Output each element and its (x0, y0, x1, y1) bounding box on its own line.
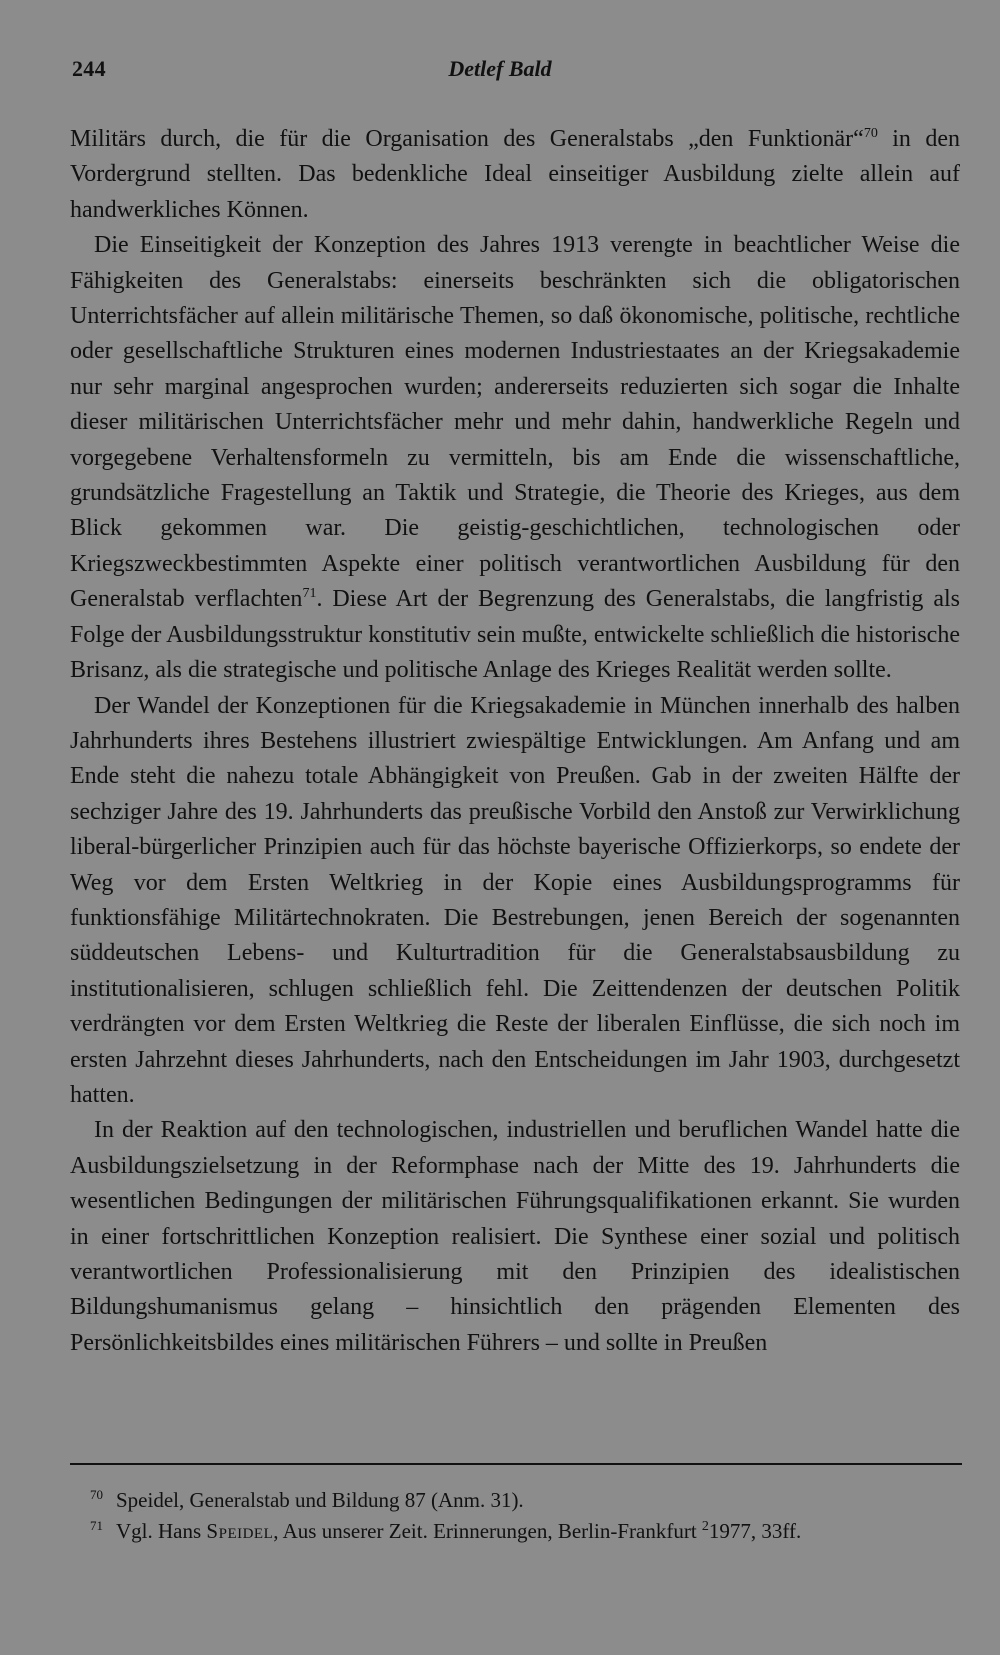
footnote-text: Speidel, Generalstab und Bildung 87 (Anm. 31). (116, 1488, 524, 1512)
footnote-ref-70: 70 (863, 126, 878, 141)
footnote-text-suffix: 1977, 33ff. (708, 1519, 802, 1543)
footnote-text-middle: , Aus unserer Zeit. Erinnerungen, Berlin-Frankfurt (273, 1519, 702, 1543)
paragraph-2 (70, 228, 960, 688)
paragraph-1 (70, 122, 960, 228)
footnote-author: Speidel (206, 1519, 274, 1543)
body-text (70, 122, 960, 1361)
page-number: 244 (72, 56, 106, 81)
footnote-70: 70 Speidel, Generalstab und Bildung 87 (Anm. 31). (90, 1487, 524, 1512)
footnote-71: 71 Vgl. Hans Speidel, Aus unserer Zeit. Erinnerungen, Berlin-Frankfurt $^2$1977, 33ff. (90, 1518, 802, 1543)
paragraph-2-text-b: . Diese Art der Begrenzung des Generalstabs, die langfristig als Folge der Ausbildungsstruktur konstitutiv sein mußte, entwickelte schließlich die historische Brisanz, als die strategische und politische Anlage des Krieges Realität werden sollte. (70, 586, 960, 684)
paragraph-4: In der Reaktion auf den technologischen, industriellen und beruflichen Wandel hatte die Ausbildungszielsetzung in der Reformphase nach der Mitte des 19. Jahrhunderts die wesentlichen Bedingungen der militärischen Führungsqualifikationen erkannt. Sie wurden in einer fortschrittlichen Konzeption realisiert. Die Synthese einer sozial und politisch verantwortlichen Professionalisierung mit den Prinzipien des idealistischen Bildungshumanismus gelang – hinsichtlich den prägenden Elementen des Persönlichkeitsbildes eines militärischen Führers – und sollte in Preußen (70, 1117, 960, 1356)
paragraph-1-text-b: in den Vordergrund stellten. Das bedenkliche Ideal einseitiger Ausbildung zielte allein auf handwerkliches Können. (70, 126, 960, 223)
footnote-edition: 2 (701, 1519, 709, 1534)
paragraph-3: Der Wandel der Konzeptionen für die Kriegsakademie in München innerhalb des halben Jahrhunderts ihres Bestehens illustriert zwiespältige Entwicklungen. Am Anfang und am Ende steht die nahezu totale Abhängigkeit von Preußen. Gab in der zweiten Hälfte der sechziger Jahre des 19. Jahrhunderts das preußische Vorbild den Anstoß zur Verwirklichung liberal-bürgerlicher Prinzipien auch für das höchste bayerische Offizierkorps, so endete der Weg vor dem Ersten Weltkrieg in der Kopie eines Ausbildungsprogramms für funktionsfähige Militärtechnokraten. Die Bestrebungen, jenen Bereich der sogenannten süddeutschen Lebens- und Kulturtradition für die Generalstabsausbildung zu institutionalisieren, schlugen schließlich fehl. Die Zeittendenzen der deutschen Politik verdrängten vor dem Ersten Weltkrieg die Reste der liberalen Einflüsse, die sich noch im ersten Jahrzehnt dieses Jahrhunderts, nach den Entscheidungen im Jahr 1903, durchgesetzt hatten. (70, 692, 960, 1108)
paragraph-2-text-a: Die Einseitigkeit der Konzeption des Jahres 1913 verengte in beachtlicher Weise die Fähigkeiten des Generalstabs: einerseits beschränkten sich die obligatorischen Unterrichtsfächer auf allein militärische Themen, so daß ökonomische, politische, rechtliche oder gesellschaftliche Strukturen eines modernen Industriestaates an der Kriegsakademie nur sehr marginal angesprochen wurden; andererseits reduzierten sich sogar die Inhalte dieser militärischen Unterrichtsfächer mehr und mehr dahin, handwerkliche Regeln und vorgegebene Verhaltensformeln zu vermitteln, bis am Ende die wissenschaftliche, grundsätzliche Fragestellung an Taktik und Strategie, die Theorie des Krieges, aus dem Blick gekommen war. Die geistig-geschichtlichen, technologischen oder Kriegszweckbestimmten Aspekte einer politisch verantwortlichen Ausbildung für den Generalstab verflachten (70, 232, 960, 613)
footnote-ref-71: 71 (302, 586, 317, 602)
footnotes (90, 1485, 970, 1547)
footnote-divider (70, 1463, 962, 1465)
footnote-text-prefix: Vgl. Hans (116, 1519, 207, 1543)
paragraph-1-text-a: Militärs durch, die für die Organisation des Generalstabs „den Funktionär“ (70, 126, 864, 152)
running-head-author: Detlef Bald (448, 56, 552, 81)
